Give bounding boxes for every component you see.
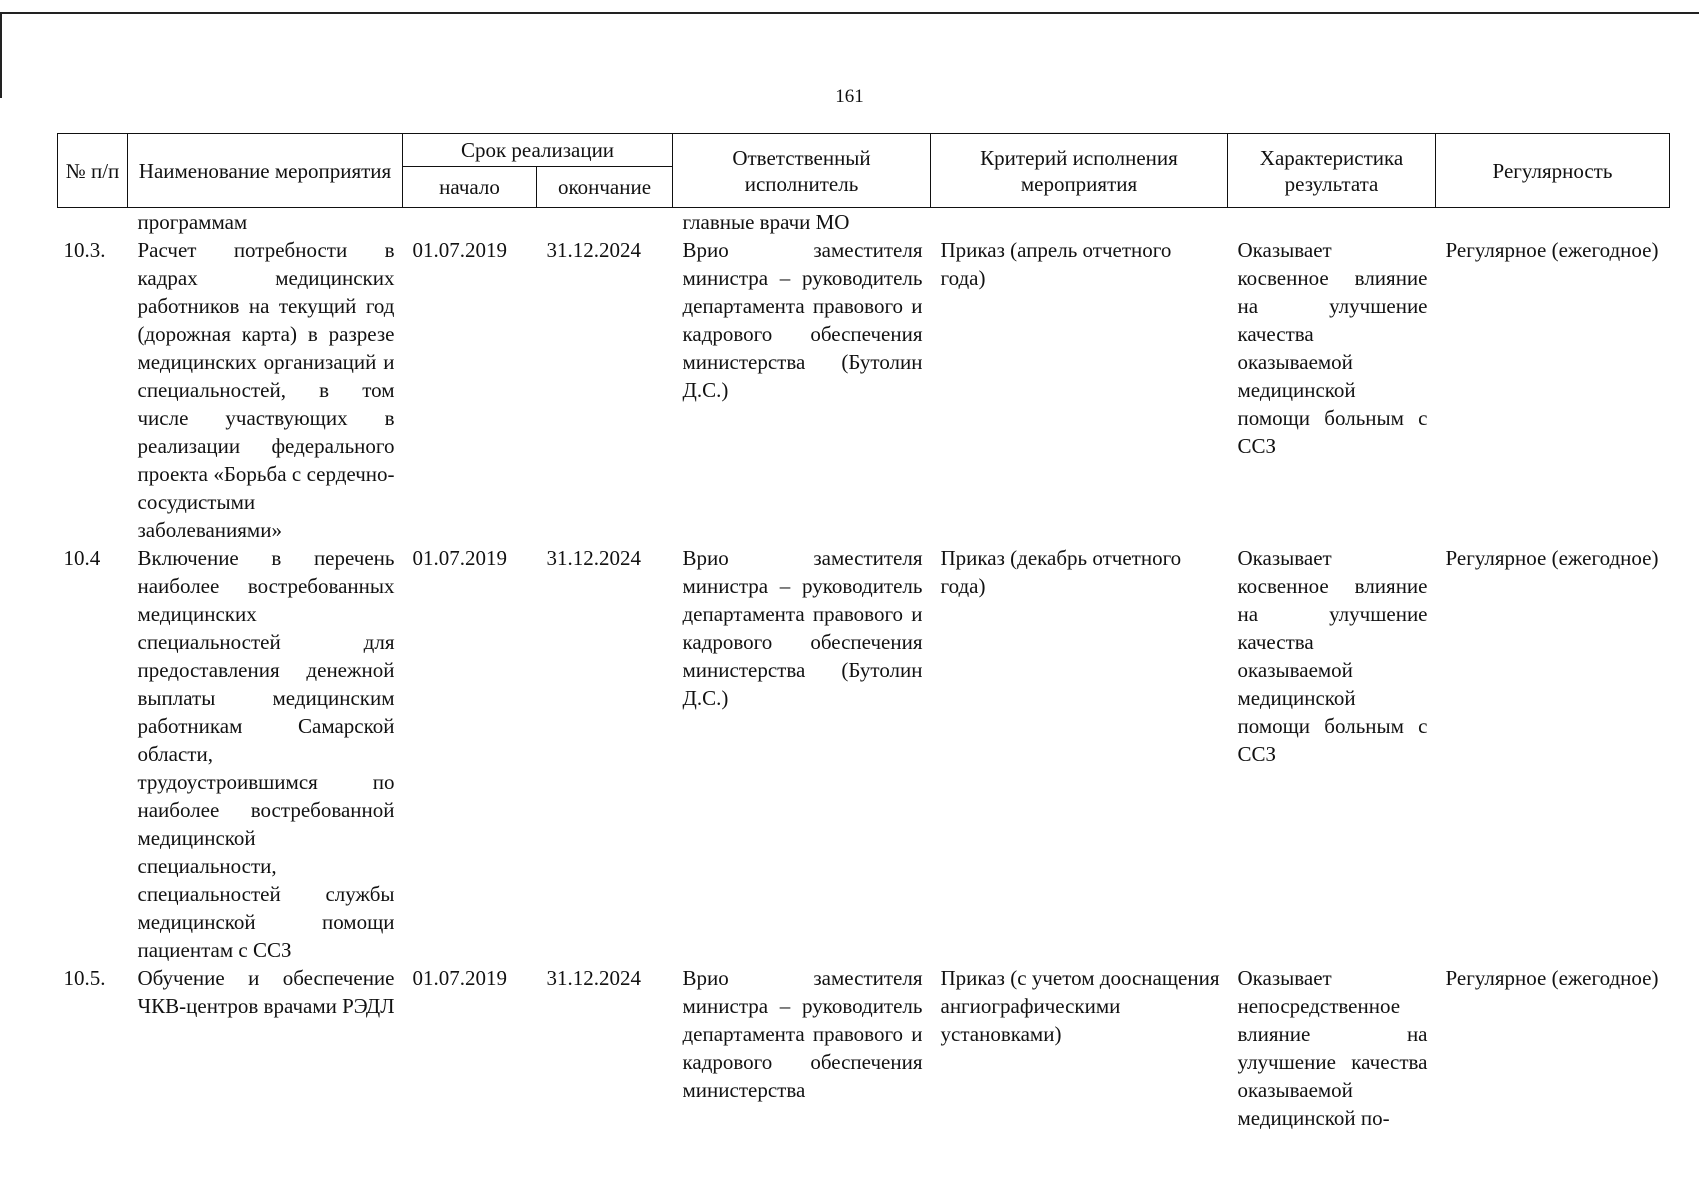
measures-table — [57, 133, 1670, 1132]
header-regularity: Регулярность — [1436, 134, 1670, 208]
header-result: Характеристика результата — [1228, 134, 1436, 208]
table-row-continuation — [58, 208, 1670, 237]
cell-num: 10.4 — [63, 546, 101, 570]
cell-regularity: Регулярное (ежегодное) — [1445, 966, 1659, 990]
cell-criterion: Приказ (с учетом дооснащения ангиографическими установками) — [940, 966, 1220, 1046]
cell-regularity: Регулярное (ежегодное) — [1445, 238, 1659, 262]
cell-name: Обучение и обеспечение ЧКВ-центров врачами РЭДЛ — [137, 966, 395, 1018]
cell-num — [58, 208, 128, 237]
cell-responsible: Врио заместителя министра – руководитель департамента правового и кадрового обеспечения министерства — [682, 966, 923, 1102]
cell-criterion — [931, 208, 1228, 237]
table-row — [58, 964, 1670, 1132]
table-row — [58, 236, 1670, 544]
cell-responsible: Врио заместителя министра – руководитель департамента правового и кадрового обеспечения министерства (Бутолин Д.С.) — [682, 546, 923, 710]
cell-responsible: Врио заместителя министра – руководитель департамента правового и кадрового обеспечения министерства (Бутолин Д.С.) — [682, 238, 923, 402]
cell-regularity — [1436, 208, 1670, 237]
cell-result: Оказывает косвенное влияние на улучшение качества оказываемой медицинской помощи больным с ССЗ — [1237, 546, 1428, 766]
cell-end: 31.12.2024 — [546, 966, 641, 990]
cell-name: программам — [137, 210, 248, 234]
cell-num: 10.3. — [63, 238, 106, 262]
cell-end: 31.12.2024 — [546, 238, 641, 262]
cell-result — [1228, 208, 1436, 237]
header-name: Наименование мероприятия — [128, 134, 403, 208]
cell-name: Включение в перечень наиболее востребованных медицинских специальностей для предоставления денежной выплаты медицинским работникам Самарской области, трудоустроившимся по наиболее востребованной медицинской специальности, специальностей службы медицинской помощи пациентам с ССЗ — [137, 546, 395, 962]
cell-start: 01.07.2019 — [412, 238, 507, 262]
table-header — [58, 134, 1670, 208]
header-period: Срок реализации — [403, 134, 673, 167]
cell-start: 01.07.2019 — [412, 966, 507, 990]
cell-name: Расчет потребности в кадрах медицинских работников на текущий год (дорожная карта) в разрезе медицинских организаций и специальностей, в том числе участвующих в реализации федерального проекта «Борьба с сердечно-сосудистыми заболеваниями» — [137, 238, 395, 542]
header-num: № п/п — [58, 134, 128, 208]
header-responsible: Ответственный исполнитель — [673, 134, 931, 208]
header-end: окончание — [537, 167, 673, 208]
scan-edge-top — [0, 12, 1699, 14]
cell-end — [537, 208, 673, 237]
cell-start: 01.07.2019 — [412, 546, 507, 570]
cell-criterion: Приказ (апрель отчетного года) — [940, 238, 1172, 290]
cell-responsible: главные врачи МО — [682, 210, 850, 234]
cell-start — [403, 208, 537, 237]
cell-regularity: Регулярное (ежегодное) — [1445, 546, 1659, 570]
cell-criterion: Приказ (декабрь отчетного года) — [940, 546, 1182, 598]
header-start: начало — [403, 167, 537, 208]
cell-result: Оказывает косвенное влияние на улучшение качества оказываемой медицинской помощи больным с ССЗ — [1237, 238, 1428, 458]
cell-end: 31.12.2024 — [546, 546, 641, 570]
page-number: 161 — [835, 86, 864, 107]
cell-result: Оказывает непосредственное влияние на улучшение качества оказываемой медицинской по- — [1237, 966, 1428, 1130]
header-criterion: Критерий исполнения мероприятия — [931, 134, 1228, 208]
cell-num: 10.5. — [63, 966, 106, 990]
table-row — [58, 544, 1670, 964]
